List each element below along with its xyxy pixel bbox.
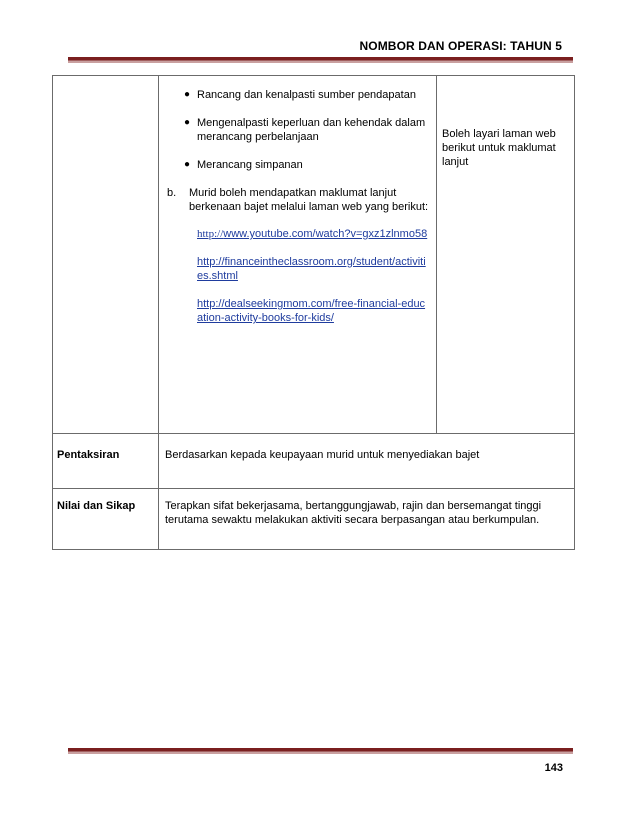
- activity-label-cell: [53, 76, 159, 434]
- footer-rule: [68, 748, 573, 754]
- activity-content-cell: [159, 76, 437, 434]
- activity-row: [53, 76, 575, 434]
- dealseekingmom-link[interactable]: http://dealseekingmom.com/free-financial-education-activity-books-for-kids/: [197, 298, 426, 324]
- note-text: Boleh layari laman web berikut untuk maklumat lanjut: [442, 128, 556, 168]
- paragraph-b-letter: b.: [167, 187, 177, 199]
- pentaksiran-text: Berdasarkan kepada keupayaan murid untuk menyediakan bajet: [159, 434, 575, 489]
- youtube-link[interactable]: http://www.youtube.com/watch?v=gxz1zlnmo58: [197, 228, 428, 240]
- page-number: 143: [544, 762, 563, 774]
- nilai-row: [53, 489, 575, 550]
- header-title: NOMBOR DAN OPERASI: TAHUN 5: [359, 39, 562, 53]
- bullet-icon: ●: [184, 117, 191, 128]
- pentaksiran-row: [53, 434, 575, 489]
- financeintheclassroom-link[interactable]: http://financeintheclassroom.org/student/activities.shtml: [197, 256, 426, 282]
- list-item: ● Merancang simpanan: [184, 159, 303, 171]
- bullet-icon: ●: [184, 159, 191, 170]
- bullet-icon: ●: [184, 89, 191, 100]
- activity-bullet-list: [167, 88, 430, 172]
- header-rule: [68, 57, 573, 63]
- paragraph-b: [167, 186, 430, 214]
- nilai-label: Nilai dan Sikap: [53, 489, 159, 550]
- list-item: ● Rancang dan kenalpasti sumber pendapatan: [184, 89, 416, 101]
- note-cell: [437, 76, 575, 434]
- nilai-text: Terapkan sifat bekerjasama, bertanggungjawab, rajin dan bersemangat tinggi terutama sewaktu melakukan aktiviti secara berpasangan atau berkumpulan.: [159, 489, 575, 550]
- link-list: [197, 227, 430, 325]
- lesson-table: [52, 75, 575, 550]
- paragraph-b-text: Murid boleh mendapatkan maklumat lanjut berkenaan bajet melalui laman web yang berikut:: [189, 187, 429, 213]
- pentaksiran-label: Pentaksiran: [53, 434, 159, 489]
- list-item: ● Mengenalpasti keperluan dan kehendak dalam merancang perbelanjaan: [184, 117, 426, 143]
